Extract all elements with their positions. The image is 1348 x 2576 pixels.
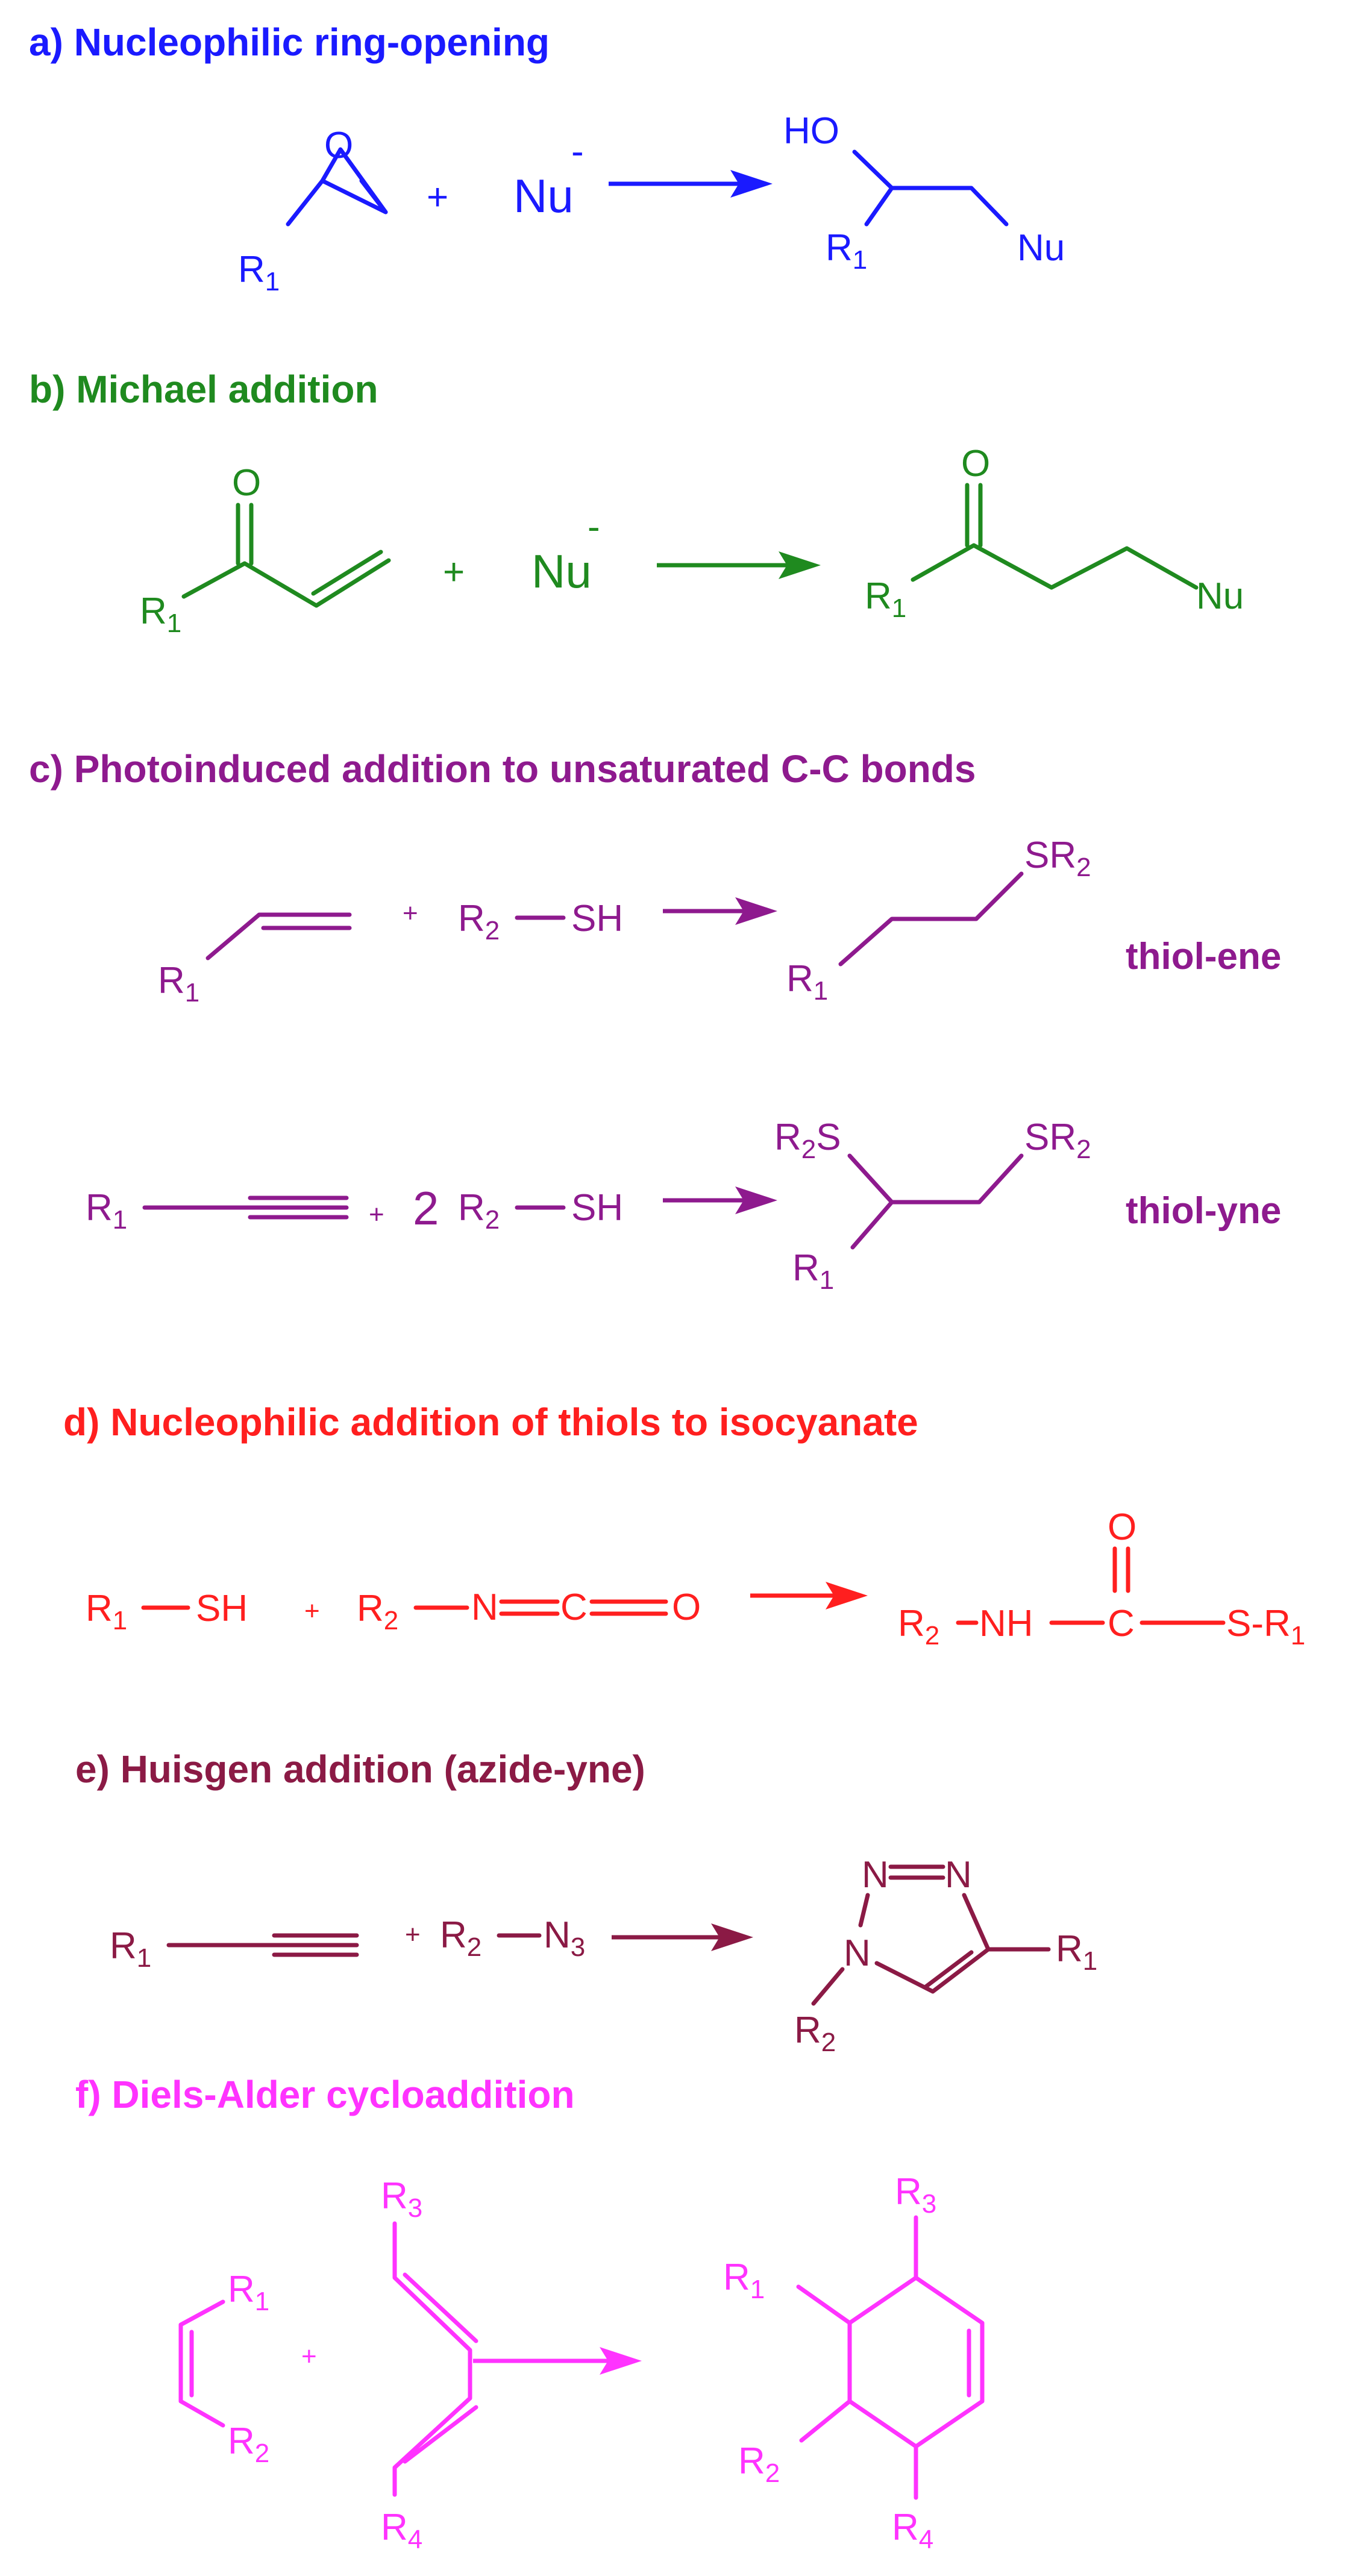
product-hydroxyl: HO	[783, 110, 839, 152]
plus-sign: +	[369, 1200, 384, 1229]
reactant-r1: $R_1$	[140, 591, 182, 638]
product-r1: $R_1$	[723, 2257, 765, 2304]
epoxide-oxygen: O	[324, 125, 354, 166]
nucleophile-charge: -	[571, 131, 584, 172]
product-r1: $R_1$	[826, 227, 868, 275]
product-bonds	[854, 152, 1006, 224]
dienophile-bonds	[181, 2302, 223, 2425]
triazole-n2: N	[945, 1854, 972, 1896]
product-bonds	[850, 1156, 1021, 1247]
isocyanate-n: N	[471, 1587, 498, 1628]
section-a	[29, 20, 1065, 296]
diene-bonds	[395, 2223, 476, 2495]
product-r1: $R_1$	[786, 958, 829, 1006]
diene-r4: $R_4$	[381, 2507, 423, 2554]
enone-bonds	[184, 505, 389, 606]
nucleophile: Nu	[513, 169, 574, 222]
product-sr2: $SR_2$	[1024, 835, 1091, 882]
cyclohexene-bonds	[798, 2217, 982, 2498]
alkene-bonds	[208, 915, 350, 958]
dienophile-r1: $R_1$	[228, 2269, 270, 2316]
reactant-oxygen: O	[232, 462, 262, 504]
plus-sign: +	[427, 177, 449, 218]
product-s-r1: $S-R_1$	[1226, 1603, 1306, 1650]
product-r3: $R_3$	[895, 2171, 937, 2219]
product-nu: Nu	[1196, 575, 1244, 617]
thiol-sh: SH	[571, 898, 624, 939]
isocyanate-o: O	[672, 1587, 701, 1628]
product-r2: $R_2$	[794, 2010, 836, 2057]
section-e	[75, 1747, 1097, 2057]
product-nu: Nu	[1017, 227, 1065, 269]
dienophile-r2: $R_2$	[228, 2421, 270, 2468]
product-r1: $R_1$	[865, 575, 907, 623]
section-a-title: a) Nucleophilic ring-opening	[29, 20, 550, 64]
thiol-r2: $R_2$	[458, 898, 500, 945]
n-n-double-bond	[891, 1867, 943, 1878]
section-b-title: b) Michael addition	[29, 368, 378, 411]
product-r1: $R_1$	[1056, 1928, 1098, 1976]
product-sr2: $SR_2$	[1024, 1117, 1091, 1164]
n-c-double-bond	[501, 1602, 557, 1614]
alkyne-r1: $R_1$	[110, 1925, 152, 1973]
diene-r3: $R_3$	[381, 2175, 423, 2223]
product-r2: $R_2$	[898, 1603, 940, 1650]
coefficient: 2	[413, 1182, 439, 1235]
alkyne-bonds	[145, 1198, 346, 1217]
n-n-single-bond	[861, 1895, 868, 1925]
thiol-ene-label: thiol-ene	[1126, 936, 1282, 977]
carbonyl-bond	[1115, 1549, 1128, 1591]
product-oxygen: O	[961, 443, 991, 484]
product-c: C	[1108, 1603, 1135, 1644]
product-r2: $R_2$	[738, 2440, 780, 2488]
alkene-r1: $R_1$	[158, 960, 200, 1008]
section-e-title: e) Huisgen addition (azide-yne)	[75, 1747, 645, 1791]
nucleophile-charge: -	[588, 506, 600, 548]
section-f-title: f) Diels-Alder cycloaddition	[75, 2073, 575, 2116]
section-f	[75, 2073, 982, 2554]
plus-sign: +	[301, 2342, 317, 2371]
plus-sign: +	[443, 551, 465, 593]
azide-r2: $R_2$	[440, 1914, 482, 1962]
section-c	[29, 747, 1281, 1295]
product-nh: NH	[979, 1603, 1033, 1644]
plus-sign: +	[304, 1596, 320, 1626]
product-r2s: $R_2S$	[774, 1117, 841, 1164]
thiol-r2: $R_2$	[458, 1187, 500, 1235]
product-r1: $R_1$	[792, 1247, 835, 1295]
section-d	[63, 1400, 1305, 1650]
product-r4: $R_4$	[892, 2507, 934, 2554]
plus-sign: +	[405, 1920, 421, 1949]
product-o: O	[1108, 1506, 1137, 1548]
section-c-title: c) Photoinduced addition to unsaturated C-C bonds	[29, 747, 976, 791]
thiol-sh: SH	[196, 1588, 248, 1629]
thiol-yne-label: thiol-yne	[1126, 1190, 1282, 1232]
section-b	[29, 368, 1244, 638]
product-bonds	[841, 874, 1021, 964]
nucleophile: Nu	[531, 545, 592, 598]
thiol-r1: $R_1$	[86, 1588, 128, 1635]
azide-n3: $N_3$	[544, 1914, 586, 1962]
isocyanate-c: C	[560, 1587, 588, 1628]
triazole-n1: N	[862, 1854, 889, 1896]
alkyne-r1: $R_1$	[86, 1187, 128, 1235]
alkyne-bonds	[169, 1935, 357, 1955]
product-bonds	[913, 485, 1196, 588]
triazole-n3: N	[844, 1932, 871, 1974]
c-o-double-bond	[592, 1602, 666, 1614]
section-d-title: d) Nucleophilic addition of thiols to isocyanate	[63, 1400, 918, 1444]
isocyanate-r2: $R_2$	[357, 1588, 399, 1635]
thiol-sh: SH	[571, 1187, 624, 1229]
reactant-r1: $R_1$	[238, 249, 280, 296]
plus-sign: +	[403, 898, 418, 928]
